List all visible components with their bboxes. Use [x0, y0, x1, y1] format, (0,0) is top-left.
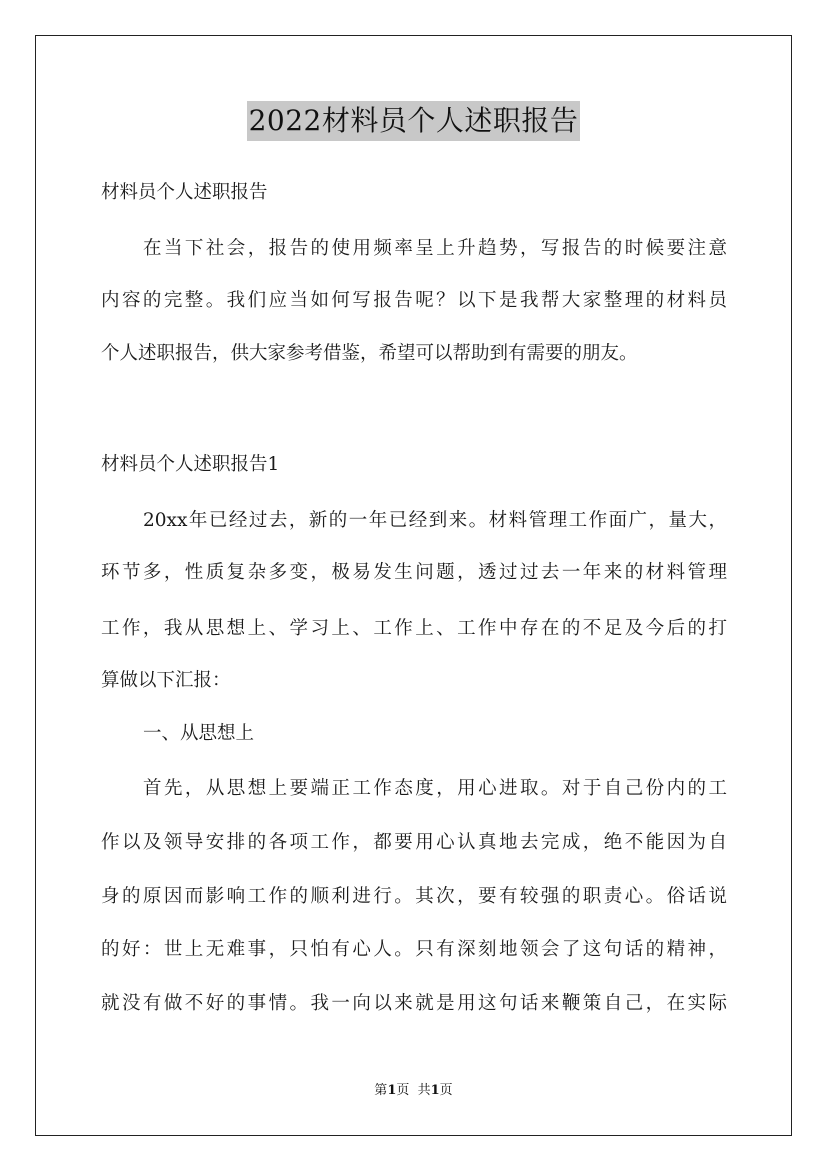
subtitle: 材料员个人述职报告: [101, 182, 268, 203]
para2-line-5: 就没有做不好的事情。我一向以来就是用这句话来鞭策自己，在实际: [101, 993, 727, 1014]
document-title: 2022材料员个人述职报告: [247, 101, 581, 141]
para2-line-4: 的好：世上无难事，只怕有心人。只有深刻地领会了这句话的精神，: [101, 939, 727, 960]
para1-line-3: 工作，我从思想上、学习上、工作上、工作中存在的不足及今后的打: [101, 618, 727, 639]
para2-line-3: 身的原因而影响工作的顺利进行。其次，要有较强的职责心。俗话说: [101, 886, 727, 907]
para1-line-4: 算做以下汇报：: [101, 670, 231, 691]
para1-line-1: 20xx年已经过去，新的一年已经到来。材料管理工作面广，量大，: [143, 510, 727, 531]
sub-heading: 一、从思想上: [143, 723, 255, 744]
title-block: [0, 101, 827, 141]
footer-prefix: 第: [374, 1083, 388, 1098]
footer-page-total: 1: [430, 1083, 440, 1098]
para2-line-1: 首先，从思想上要端正工作态度，用心进取。对于自己份内的工: [143, 778, 727, 799]
intro-line-1: 在当下社会，报告的使用频率呈上升趋势，写报告的时候要注意: [143, 238, 727, 259]
footer-mid: 页 共: [396, 1083, 431, 1098]
intro-line-2: 内容的完整。我们应当如何写报告呢？以下是我帮大家整理的材料员: [101, 290, 727, 311]
para2-line-2: 作以及领导安排的各项工作，都要用心认真地去完成，绝不能因为自: [101, 832, 727, 853]
page-footer: [0, 1082, 827, 1100]
para1-line-2: 环节多，性质复杂多变，极易发生问题，透过过去一年来的材料管理: [101, 562, 727, 583]
intro-line-3: 个人述职报告，供大家参考借鉴，希望可以帮助到有需要的朋友。: [101, 343, 638, 364]
footer-suffix: 页: [439, 1083, 453, 1098]
section-heading: 材料员个人述职报告1: [101, 454, 280, 475]
footer-page-number: 1: [387, 1083, 397, 1098]
